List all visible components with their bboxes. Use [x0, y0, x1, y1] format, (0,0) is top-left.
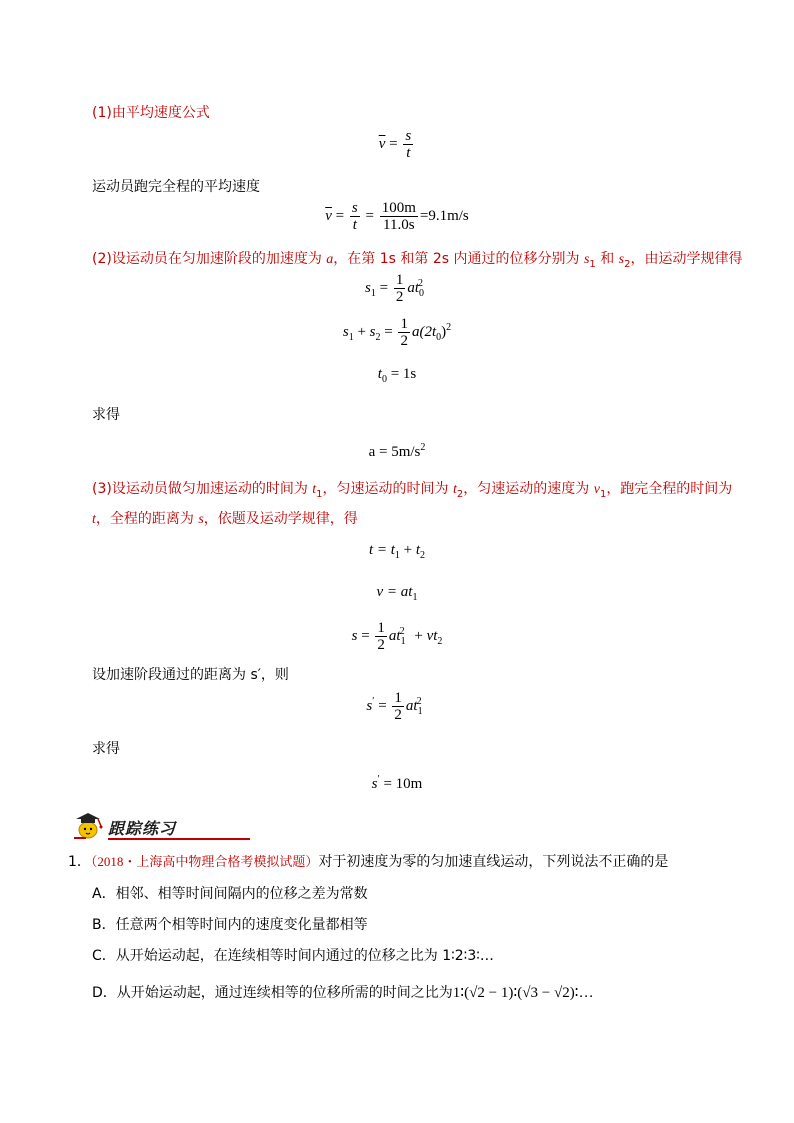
eq-s-prime-result: s′ = 10m: [371, 774, 423, 792]
eq-a: $a = 5m/s^2$: [368, 442, 426, 460]
part1-desc: 运动员跑完全程的平均速度: [92, 179, 260, 195]
frac-num: s: [351, 200, 358, 216]
frac-num: 1: [395, 272, 404, 288]
part2-intro: (2)设运动员在匀加速阶段的加速度为 a，在第 1s 和第 2s 内通过的位移分别为 $s_1$ 和 $s_2$，由运动学规律得: [92, 251, 743, 270]
eq-s1: $s_1$ = $\frac{1}{2}$ $at_0^2$: [365, 272, 424, 305]
question-1: [68, 851, 668, 871]
text: ，全程的距离为: [95, 511, 199, 527]
var-a: a: [326, 252, 334, 267]
part3-line2: t，全程的距离为 s，依题及运动学规律，得: [92, 511, 358, 527]
calc-result: =9.1m/s: [419, 207, 469, 224]
text: ，匀速运动的速度为: [463, 481, 594, 497]
text: ，匀速运动的时间为: [322, 481, 453, 497]
frac-den: 2: [394, 707, 402, 723]
rhs: at: [407, 279, 419, 296]
eq-t0-value: = 1s: [390, 366, 417, 382]
section-header: [68, 810, 188, 840]
text: 和: [595, 251, 619, 267]
rhs: a(2t: [411, 323, 437, 340]
var-s2: s: [618, 252, 625, 267]
eq-t-sum: $t = t_1 + t_2$: [368, 542, 426, 561]
frac-den: 2: [400, 333, 408, 349]
text: (3)设运动员做匀加速运动的时间为: [92, 481, 313, 497]
mascot-icon: [68, 810, 108, 840]
frac-num: 1: [394, 690, 402, 706]
eq-s-prime-value: = 10m: [383, 776, 423, 792]
option-a: A．相邻、相等时间间隔内的位移之差为常数: [92, 886, 368, 902]
option-d: [92, 982, 594, 1002]
eq-v: $v = at_1$: [376, 584, 418, 603]
section-underline: [108, 838, 250, 840]
question-stem: 对于初速度为零的匀加速直线运动，下列说法不正确的是: [318, 854, 669, 870]
frac-num: 1: [400, 316, 408, 332]
eq-s-prime: s′ = $\frac{1}{2}$ $at_1^2$: [366, 690, 423, 723]
qiude-1: 求得: [92, 407, 120, 423]
eq-a-value: a = 5m/s: [368, 444, 421, 460]
frac-den: t: [403, 144, 413, 161]
lhs: s: [342, 323, 349, 340]
part3-desc: 设加速阶段通过的距离为 s′，则: [92, 667, 289, 683]
option-c: C．从开始运动起，在连续相等时间内通过的位移之比为 1∶2∶3∶…: [92, 948, 494, 964]
frac-num: s: [405, 128, 412, 144]
eq-s1-s2: $s_1 + s_2$ = $\frac{1}{2}$ $a(2t_0)^2$: [342, 316, 452, 349]
frac-den: 11.0s: [380, 216, 418, 233]
lhs: s: [365, 279, 371, 296]
eq-s: s = $\frac{1}{2}$ $at_1^2 + vt_2$: [351, 620, 443, 653]
option-d-math: 1∶(√2 − 1)∶(√3 − √2)∶…: [452, 985, 594, 1001]
text: ，在第 1s 和第 2s 内通过的位移分别为: [333, 251, 584, 267]
v-bar: $\overline{v}$: [325, 207, 332, 224]
v-bar: $\overline{v}$: [378, 135, 386, 152]
frac-num: 100m: [381, 200, 416, 216]
text: ，由运动学规律得: [630, 251, 743, 267]
part3-line1: (3)设运动员做匀加速运动的时间为 $t_1$，匀速运动的时间为 $t_2$，匀速运动的速度为 $v_1$，跑完全程的时间为: [92, 481, 733, 500]
text: (2)设运动员在匀加速阶段的加速度为: [92, 251, 327, 267]
avg-velocity-formula: $\overline{v}$ = $\frac{s}{t}$: [378, 128, 412, 161]
eq-t: t = t: [368, 542, 395, 558]
frac-num: 1: [377, 620, 385, 636]
eq-v-value: v = at: [376, 584, 413, 600]
frac-den: 2: [377, 637, 385, 653]
text: ，依题及运动学规律，得: [203, 511, 358, 527]
section-title: 跟踪练习: [108, 819, 177, 838]
option-b: B．任意两个相等时间内的速度变化量都相等: [92, 917, 368, 933]
var-s1: s: [583, 252, 590, 267]
eq-t0: $t_0 = 1s$: [377, 366, 417, 385]
question-number: 1．: [68, 854, 91, 870]
question-source: （2018・上海高中物理合格考模拟试题）: [90, 854, 319, 869]
avg-velocity-calc: $\overline{v}$ = $\frac{s}{t}$ = $\frac{100m}{11.0s}$ =9.1m/s: [325, 200, 469, 233]
part1-intro: (1)由平均速度公式: [92, 105, 210, 121]
frac-den: 2: [395, 289, 404, 305]
option-d-text: D．从开始运动起，通过连续相等的位移所需的时间之比为: [92, 985, 453, 1001]
qiude-2: 求得: [92, 741, 120, 757]
frac-den: t: [350, 216, 360, 233]
text: ，跑完全程的时间为: [606, 481, 733, 497]
